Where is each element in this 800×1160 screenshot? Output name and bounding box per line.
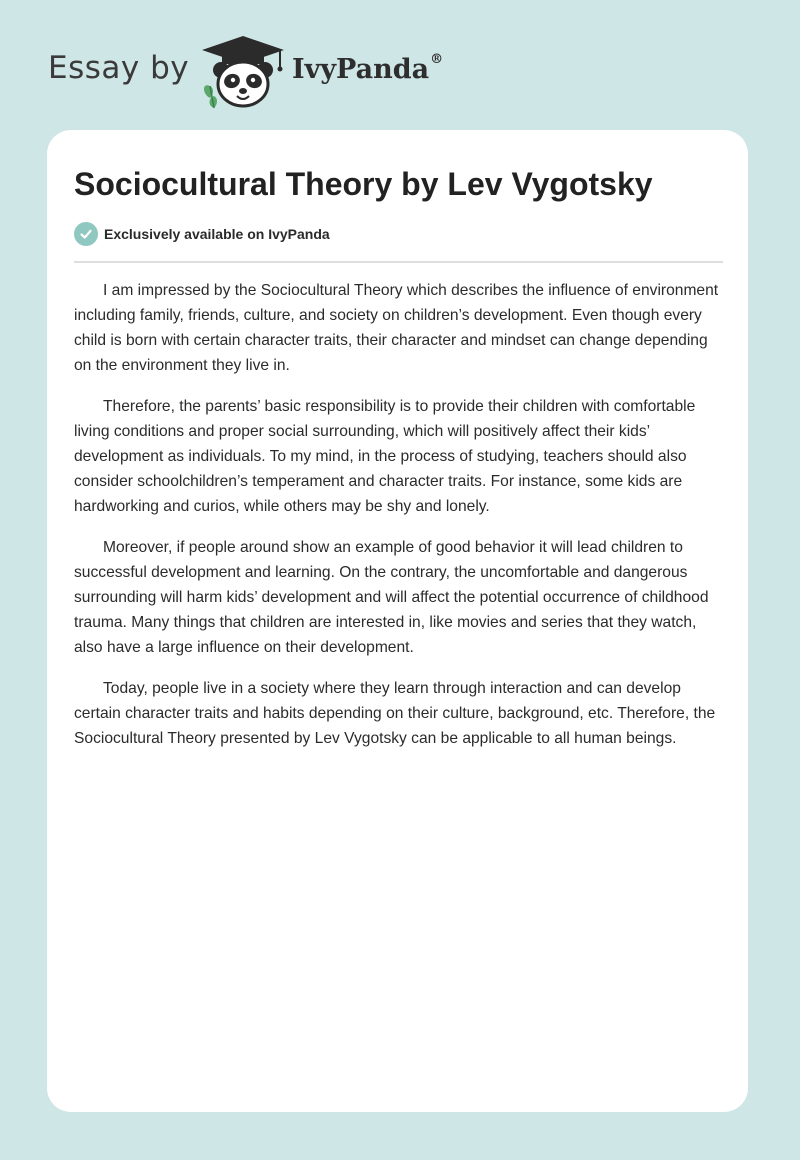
panda-graduate-logo-icon[interactable]	[200, 34, 286, 110]
essay-by-label: Essay by	[48, 50, 190, 86]
essay-paragraph: Therefore, the parents’ basic responsibility is to provide their children with comfortable living conditions and proper social surrounding, which will positively affect their kids’ development as individuals. To my mind, in the process of studying, teachers should also consider schoolchildren’s temperament and character traits. For instance, some kids are hardworking and curios, while others may be shy and lonely.	[74, 398, 696, 515]
title-divider	[74, 261, 723, 263]
check-circle-icon	[74, 222, 98, 246]
exclusive-badge	[74, 221, 330, 247]
brand-name[interactable]	[292, 54, 443, 85]
registered-mark: ®	[430, 52, 444, 67]
page-title: Sociocultural Theory by Lev Vygotsky	[74, 166, 653, 202]
essay-paragraph: Moreover, if people around show an example of good behavior it will lead children to successful development and learning. On the contrary, the uncomfortable and dangerous surrounding will harm kids’ development and will affect the potential occurrence of childhood trauma. Many things that children are interested in, like movies and series that they watch, also have a large influence on their development.	[74, 539, 709, 656]
brand-text: IvyPanda	[292, 54, 430, 85]
exclusive-badge-text: Exclusively available on IvyPanda	[104, 226, 330, 242]
essay-card	[47, 130, 748, 1112]
essay-body	[74, 278, 724, 767]
site-header	[48, 34, 508, 110]
essay-paragraph: I am impressed by the Sociocultural Theory which describes the influence of environment including family, friends, culture, and society on children’s development. Even though every child is born with certain character traits, their character and mindset can change depending on the environment they live in.	[74, 282, 719, 374]
essay-paragraph: Today, people live in a society where they learn through interaction and can develop certain character traits and habits depending on their culture, background, etc. Therefore, the Sociocultural Theory presented by Lev Vygotsky can be applicable to all human beings.	[74, 680, 716, 747]
